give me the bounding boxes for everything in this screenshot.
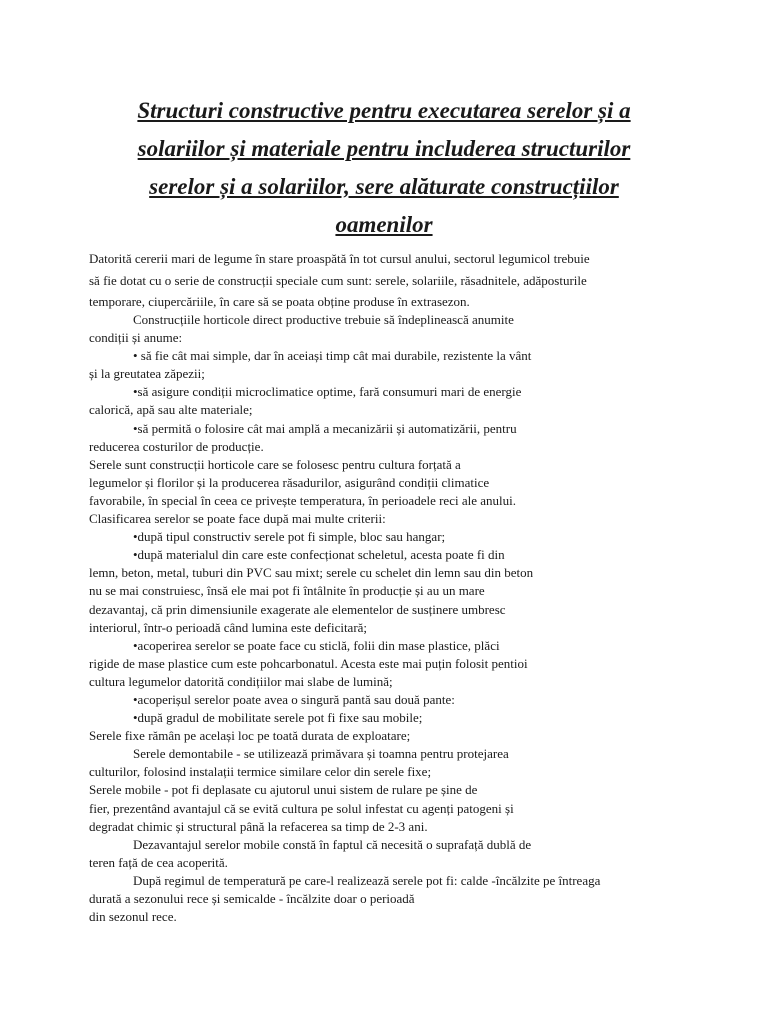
text-line: Serele demontabile - se utilizează primăvara și toamna pentru protejarea [133, 746, 509, 762]
text-line: din sezonul rece. [89, 909, 177, 925]
text-line: condiții și anume: [89, 330, 183, 346]
text-line: reducerea costurilor de producție. [89, 438, 264, 454]
text-line: •să permită o folosire cât mai amplă a mecanizării și automatizării, pentru [133, 420, 517, 436]
text-line: Construcțiile horticole direct productive trebuie să îndeplinească anumite [133, 312, 514, 327]
text-line: degradat chimic și structural până la refacerea sa timp de 2-3 ani. [89, 818, 428, 834]
text-line: culturilor, folosind instalații termice similare celor din serele fixe; [89, 764, 432, 780]
text-line: legumelor și florilor și la producerea răsadurilor, asigurând condiții climatice [89, 474, 490, 490]
text-line: nu se mai construiesc, însă ele mai pot fi întâlnite în producție și au un mare [89, 583, 485, 599]
text-line: teren față de cea acoperită. [89, 854, 228, 870]
text-line: După regimul de temperatură pe care-l realizează serele pot fi: calde -încălzite pe întreaga [133, 872, 601, 888]
text-line: Serele sunt construcții horticole care se folosesc pentru cultura forțată a [89, 456, 461, 472]
body-text [89, 311, 729, 926]
intro-line: temporare, ciupercăriile, în care să se poata obține produse în extrasezon. [89, 294, 470, 309]
text-line: Dezavantajul serelor mobile constă în faptul că necesită o suprafață dublă de [133, 836, 532, 852]
text-line: lemn, beton, metal, tuburi din PVC sau mixt; serele cu schelet din lemn sau din beton [89, 565, 534, 581]
intro-line: să fie dotat cu o serie de construcții speciale cum sunt: serele, solariile, răsadnitele, adăposturile [89, 272, 587, 288]
text-line: •să asigure condiții microclimatice optime, fară consumuri mari de energie [133, 384, 522, 400]
text-line: dezavantaj, că prin dimensiunile exagerate ale elementelor de susținere umbresc [89, 601, 506, 617]
text-line: Serele fixe rămân pe același loc pe toată durata de exploatare; [89, 728, 411, 744]
title-line: oamenilor [335, 212, 433, 237]
text-line: •acoperirea serelor se poate face cu sticlă, folii din mase plastice, plăci [133, 637, 500, 653]
text-line: •după tipul constructiv serele pot fi simple, bloc sau hangar; [133, 529, 446, 545]
text-line: rigide de mase plastice cum este pohcarbonatul. Acesta este mai puțin folosit pentioi [89, 655, 528, 671]
text-line: favorabile, în special în ceea ce privește temperatura, în perioadele reci ale anului. [89, 492, 516, 508]
text-line: durată a sezonului rece și semicalde - încălzite doar o perioadă [89, 891, 415, 906]
document-title [70, 92, 698, 244]
intro-paragraph [89, 248, 709, 313]
text-line: •după materialul din care este confecționat scheletul, acesta poate fi din [133, 547, 505, 563]
text-line: •acoperișul serelor poate avea o singură pantă sau două pante: [133, 691, 455, 707]
text-line: Clasificarea serelor se poate face după mai multe criterii: [89, 511, 386, 527]
text-line: fier, prezentând avantajul că se evită cultura pe solul infestat cu agenți patogeni și [89, 800, 514, 816]
text-line: Serele mobile - pot fi deplasate cu ajutorul unui sistem de rulare pe șine de [89, 782, 478, 798]
text-line: și la greutatea zăpezii; [89, 366, 205, 382]
title-line: serelor și a solariilor, sere alăturate construcțiilor [149, 174, 619, 199]
text-line: cultura legumelor datorită condițiilor mai slabe de lumină; [89, 673, 393, 689]
intro-line: Datorită cererii mari de legume în stare proaspătă în tot cursul anului, sectorul legumicol trebuie [89, 251, 590, 266]
text-line: interiorul, într-o perioadă când lumina este deficitară; [89, 619, 368, 635]
text-line: • să fie cât mai simple, dar în aceiași timp cât mai durabile, rezistente la vânt [133, 348, 532, 364]
text-line: •după gradul de mobilitate serele pot fi fixe sau mobile; [133, 710, 423, 726]
title-line: solariilor și materiale pentru includerea structurilor [137, 136, 631, 161]
title-line: Structuri constructive pentru executarea serelor și a [137, 98, 631, 123]
text-line: calorică, apă sau alte materiale; [89, 402, 253, 418]
